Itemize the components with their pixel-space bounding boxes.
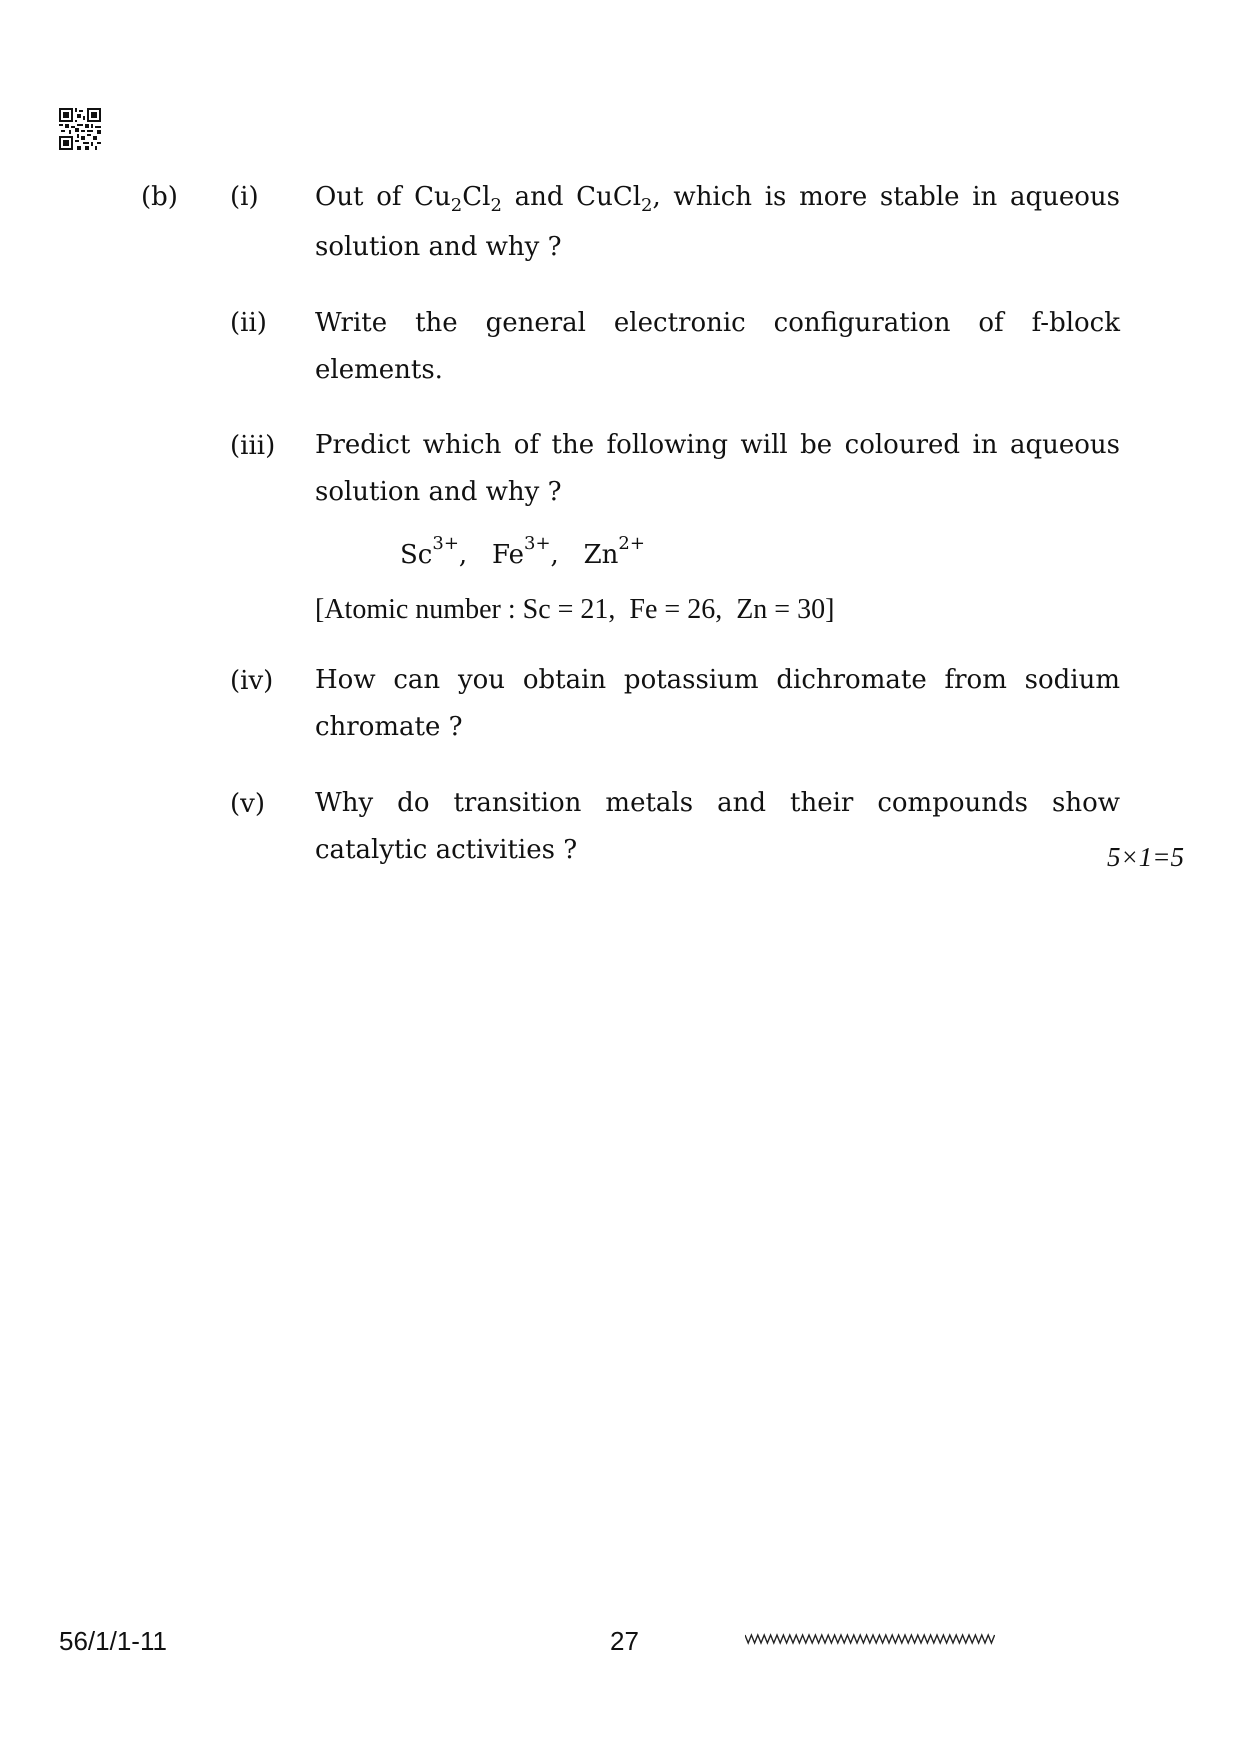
ion-charge: 3+ bbox=[524, 533, 551, 554]
paper-code: 56/1/1-11 bbox=[59, 1626, 167, 1656]
question-iv-line2: chromate ? bbox=[315, 712, 463, 742]
question-iii bbox=[315, 422, 1120, 516]
question-v-line1: Why do transition metals and their compounds show bbox=[315, 788, 1120, 818]
item-number-v: (v) bbox=[230, 789, 265, 819]
text-fragment: and CuCl bbox=[501, 182, 642, 212]
page-number: 27 bbox=[610, 1626, 639, 1656]
marks-allocation: 5×1=5 bbox=[1107, 842, 1184, 872]
question-ii-line2: elements. bbox=[315, 355, 443, 385]
wavy-line-ornament bbox=[745, 1632, 995, 1646]
qr-code-icon bbox=[59, 108, 101, 150]
question-ii bbox=[315, 300, 1120, 394]
subscript: 2 bbox=[450, 195, 463, 216]
question-ii-line1: Write the general electronic configuration of f-block bbox=[315, 308, 1120, 338]
subscript: 2 bbox=[641, 195, 653, 216]
ion-symbol: Fe bbox=[491, 540, 524, 570]
question-v-line2: catalytic activities ? bbox=[315, 835, 578, 865]
item-number-iv: (iv) bbox=[230, 666, 274, 696]
text-fragment: Out of Cu bbox=[315, 182, 451, 212]
ion-charge: 3+ bbox=[432, 533, 459, 554]
question-iv-line1: How can you obtain potassium dichromate from sodium bbox=[315, 665, 1120, 695]
question-i bbox=[315, 172, 1120, 272]
question-i-line1 bbox=[315, 172, 1120, 222]
ion-symbol: Sc bbox=[400, 540, 433, 570]
atomic-number-note: [Atomic number : Sc = 21, Fe = 26, Zn = 30] bbox=[315, 594, 835, 625]
ion-charge: 2+ bbox=[618, 533, 645, 554]
ion-separator: , bbox=[458, 540, 468, 570]
question-iv bbox=[315, 657, 1120, 751]
ion-symbol: Zn bbox=[583, 540, 619, 570]
subscript: 2 bbox=[490, 195, 502, 216]
item-number-iii: (iii) bbox=[230, 431, 276, 461]
item-number-i: (i) bbox=[230, 182, 259, 212]
question-v bbox=[315, 780, 1120, 874]
ion-separator: , bbox=[550, 540, 559, 570]
question-i-line2: solution and why ? bbox=[315, 232, 562, 262]
question-iii-line1: Predict which of the following will be coloured in aqueous bbox=[315, 430, 1120, 460]
text-fragment: Cl bbox=[462, 182, 491, 212]
part-label: (b) bbox=[141, 182, 178, 212]
text-fragment: , which is more stable in aqueous bbox=[652, 182, 1120, 212]
question-iii-line2: solution and why ? bbox=[315, 477, 562, 507]
item-number-ii: (ii) bbox=[230, 308, 267, 338]
ion-list bbox=[400, 535, 645, 575]
